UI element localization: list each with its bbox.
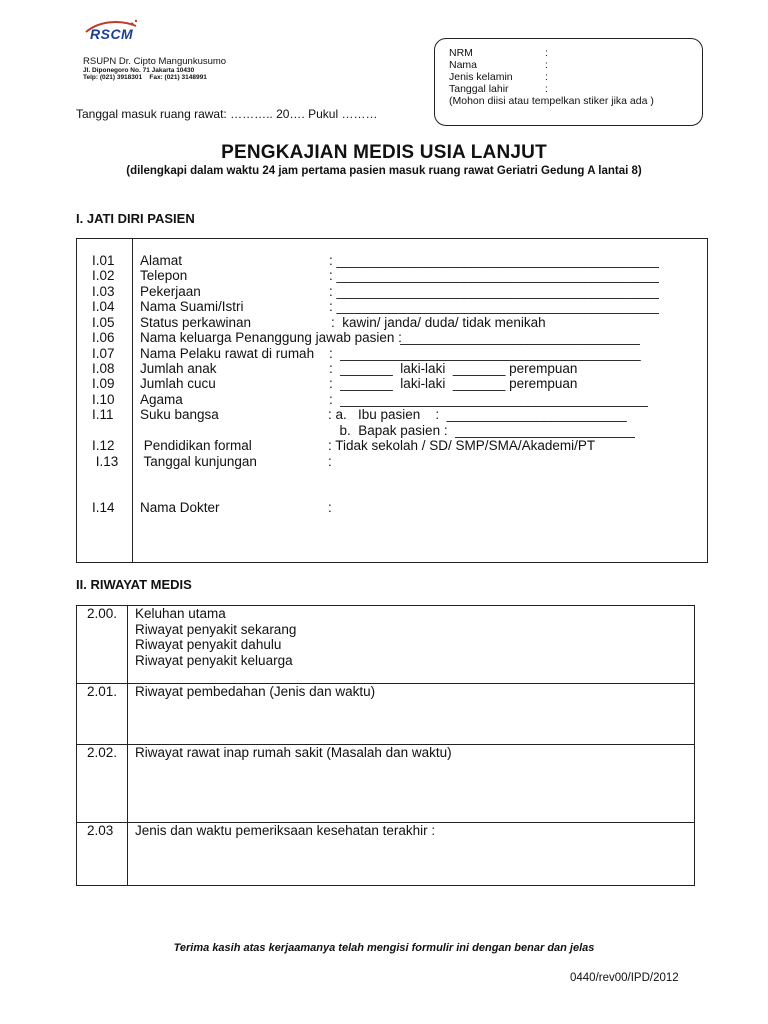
patient-field-label: Tanggal lahir — [449, 83, 509, 95]
section1-row-code: I.10 — [92, 392, 115, 407]
patient-field-label: Nama — [449, 59, 478, 71]
section1-row-label: Nama Pelaku rawat di rumah — [140, 346, 315, 361]
section1-row-code: I.12 — [92, 438, 115, 453]
hospital-address: Jl. Diponegoro No. 71 Jakarta 10430 — [83, 67, 195, 74]
section1-row-label: Nama Suami/Istri — [140, 299, 244, 314]
section1-row-code: I.04 — [92, 299, 115, 314]
patient-field-label: Jenis kelamin — [449, 71, 513, 83]
patient-box-note: (Mohon diisi atau tempelkan stiker jika ada ) — [449, 95, 654, 107]
page-title: PENGKAJIAN MEDIS USIA LANJUT — [221, 142, 547, 163]
section1-row-label: Jumlah anak — [140, 361, 217, 376]
section1-divider — [132, 238, 133, 562]
section1-row-value: : _______ laki-laki _______ perempuan — [329, 361, 578, 376]
section1-row-label: Pekerjaan — [140, 284, 201, 299]
patient-identity-box — [434, 38, 703, 126]
section2-row-line: Riwayat penyakit sekarang — [135, 621, 297, 637]
section2-row-line: Riwayat penyakit keluarga — [135, 652, 293, 668]
patient-field-colon: : — [545, 59, 548, 71]
section1-row-label: Alamat — [140, 253, 183, 268]
section2-row-line: Riwayat penyakit dahulu — [135, 637, 282, 652]
logo — [82, 18, 142, 44]
section1-row-code: I.02 — [92, 268, 115, 283]
section1-row-label: Jumlah cucu — [140, 376, 216, 391]
hospital-name: RSUPN Dr. Cipto Mangunkusumo — [83, 56, 227, 67]
section2-heading: II. RIWAYAT MEDIS — [76, 577, 192, 592]
patient-field-colon: : — [545, 83, 548, 95]
section1-row-code: I.08 — [92, 361, 115, 376]
section1-row-label: Agama — [140, 392, 183, 407]
section1-row-value: : — [328, 500, 332, 515]
section2-row-line: Riwayat pembedahan (Jenis dan waktu) — [135, 684, 376, 699]
section1-row-value: ________________________________ — [400, 330, 641, 345]
section1-row-code: I.06 — [92, 330, 115, 345]
footer-thanks: Terima kasih atas kerjaamanya telah mengisi formulir ini dengan benar dan jelas — [173, 942, 595, 954]
hospital-contact: Telp: (021) 3918301 Fax: (021) 3148991 — [83, 74, 207, 81]
section1-row-value: : — [328, 454, 332, 469]
section1-row-code: I.13 — [92, 454, 119, 469]
section1-row-value: : ___________________________________________ — [329, 284, 660, 299]
section1-row-value: : ________________________________________ — [329, 346, 641, 361]
section2-row-code: 2.02. — [87, 745, 118, 760]
section2-row-line: Keluhan utama — [135, 606, 226, 621]
section1-row-value: : ___________________________________________ — [329, 299, 660, 314]
section2-row-code: 2.01. — [87, 684, 118, 699]
section1-row-label: Status perkawinan — [140, 315, 252, 330]
patient-field-colon: : — [545, 47, 548, 59]
section1-row-code: I.03 — [92, 284, 115, 299]
section1-row-value: : _______ laki-laki _______ perempuan — [329, 376, 578, 391]
section1-row-code: I.07 — [92, 346, 115, 361]
section1-row-value: b. Bapak pasien : ________________________ — [332, 423, 636, 438]
logo-text: RSCM — [90, 26, 134, 42]
section1-row-value: : a. Ibu pasien : ________________________ — [328, 407, 627, 422]
section1-row-code: I.11 — [92, 407, 114, 422]
patient-field-colon: : — [545, 71, 548, 83]
section1-row-value: : ___________________________________________ — [329, 268, 660, 283]
section1-row-label: Nama keluarga Penanggung jawab pasien : — [140, 330, 402, 345]
section1-row-code: I.01 — [92, 253, 115, 268]
section2-row-line: Riwayat rawat inap rumah sakit (Masalah dan waktu) — [135, 745, 452, 760]
section1-heading: I. JATI DIRI PASIEN — [76, 211, 195, 226]
form-code: 0440/rev00/IPD/2012 — [570, 972, 679, 984]
section1-row-code: I.14 — [92, 500, 115, 515]
section1-row-label: Tanggal kunjungan — [140, 454, 257, 469]
section1-row-value: : ___________________________________________ — [329, 253, 660, 268]
section1-row-code: I.09 — [92, 376, 115, 391]
section1-row-label: Pendidikan formal — [140, 438, 252, 453]
patient-field-label: NRM — [449, 47, 473, 59]
section1-row-code: I.05 — [92, 315, 115, 330]
section2-divider — [127, 605, 128, 885]
section1-row-value: : Tidak sekolah / SD/ SMP/SMA/Akademi/PT — [328, 438, 596, 453]
section1-row-label: Suku bangsa — [140, 407, 219, 422]
section1-row-label: Nama Dokter — [140, 500, 220, 515]
section1-row-value: : kawin/ janda/ duda/ tidak menikah — [331, 315, 546, 330]
section2-row-line: Jenis dan waktu pemeriksaan kesehatan terakhir : — [135, 823, 436, 838]
admission-date-line: Tanggal masuk ruang rawat: ……….. 20…. Pukul ……… — [76, 107, 378, 121]
section2-row-code: 2.03 — [87, 823, 114, 838]
section1-row-value: : _________________________________________ — [329, 392, 649, 407]
section2-row-code: 2.00. — [87, 606, 118, 621]
section1-row-label: Telepon — [140, 268, 188, 283]
page-subtitle: (dilengkapi dalam waktu 24 jam pertama pasien masuk ruang rawat Geriatri Gedung A lantai 8) — [126, 165, 642, 177]
